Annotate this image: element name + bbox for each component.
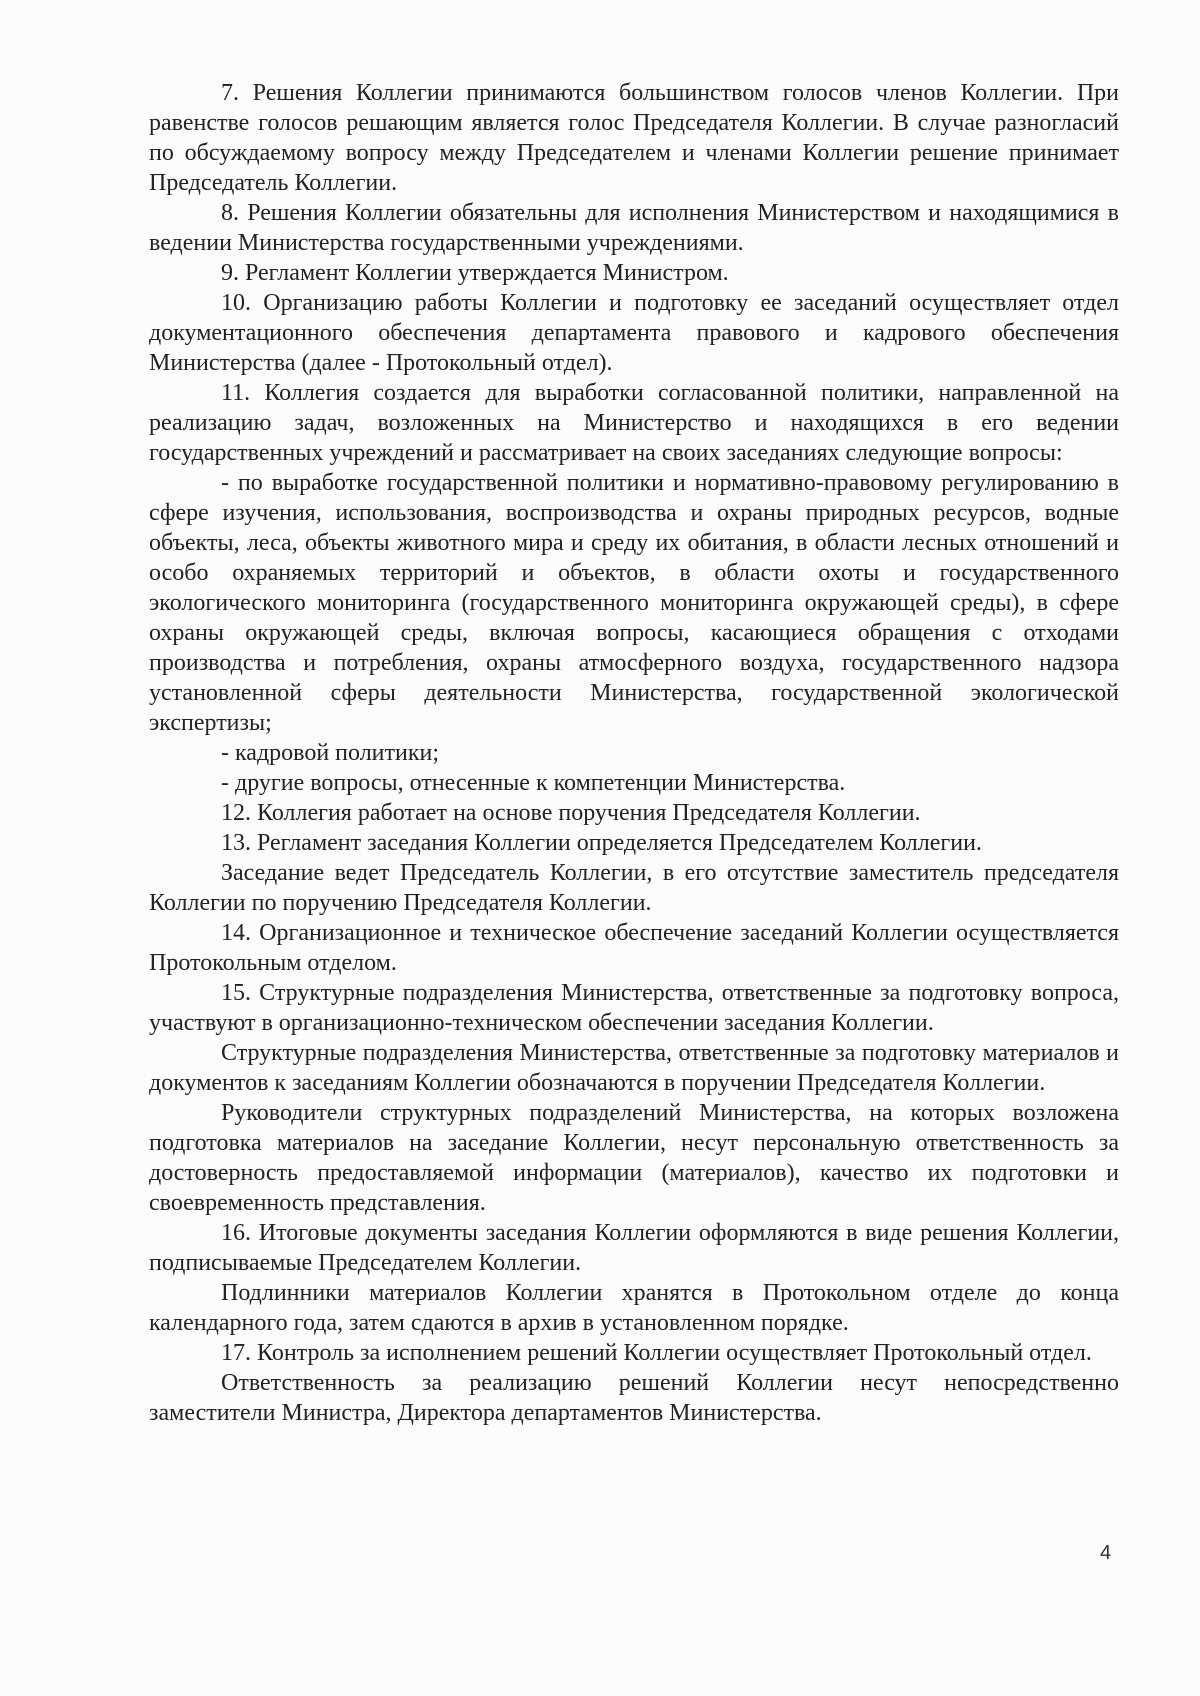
list-item-personnel-policy: - кадровой политики;	[221, 740, 440, 766]
paragraph-item-7: 7. Решения Коллегии принимаются большинством голосов членов Коллегии. При равенстве голосов решающим является голос Председателя Коллегии. В случае разногласий по обсуждаемому вопросу между Председателем и членами Коллегии решение принимает Председатель Коллегии.	[149, 80, 1119, 196]
document-body	[149, 78, 1119, 1428]
list-item-other-issues: - другие вопросы, отнесенные к компетенции Министерства.	[221, 770, 846, 796]
paragraph-materials-preparation: Структурные подразделения Министерства, ответственные за подготовку материалов и документов к заседаниям Коллегии обозначаются в поручении Председателя Коллегии.	[149, 1040, 1119, 1096]
paragraph-item-15: 15. Структурные подразделения Министерства, ответственные за подготовку вопроса, участвуют в организационно-техническом обеспечении заседания Коллегии.	[149, 980, 1119, 1036]
paragraph-originals-storage: Подлинники материалов Коллегии хранятся в Протокольном отделе до конца календарного года, затем сдаются в архив в установленном порядке.	[149, 1280, 1119, 1336]
paragraph-item-13: 13. Регламент заседания Коллегии определяется Председателем Коллегии.	[221, 830, 982, 856]
paragraph-item-14: 14. Организационное и техническое обеспечение заседаний Коллегии осуществляется Протокольным отделом.	[149, 920, 1119, 976]
paragraph-item-12: 12. Коллегия работает на основе поручения Председателя Коллегии.	[221, 800, 921, 826]
paragraph-item-9: 9. Регламент Коллегии утверждается Министром.	[221, 260, 729, 286]
paragraph-item-8: 8. Решения Коллегии обязательны для исполнения Министерством и находящимися в ведении Министерства государственными учреждениями.	[149, 200, 1119, 256]
paragraph-meeting-chair: Заседание ведет Председатель Коллегии, в его отсутствие заместитель председателя Коллегии по поручению Председателя Коллегии.	[149, 860, 1119, 916]
page-number: 4	[1100, 1542, 1112, 1564]
paragraph-item-17: 17. Контроль за исполнением решений Коллегии осуществляет Протокольный отдел.	[221, 1340, 1092, 1366]
paragraph-implementation-responsibility: Ответственность за реализацию решений Коллегии несут непосредственно заместители Министра, Директора департаментов Министерства.	[149, 1370, 1119, 1426]
paragraph-heads-responsibility: Руководители структурных подразделений Министерства, на которых возложена подготовка материалов на заседание Коллегии, несут персональную ответственность за достоверность предоставляемой информации (материалов), качество их подготовки и своевременность представления.	[149, 1100, 1119, 1216]
paragraph-item-11: 11. Коллегия создается для выработки согласованной политики, направленной на реализацию задач, возложенных на Министерство и находящихся в его ведении государственных учреждений и рассматривает на своих заседаниях следующие вопросы:	[149, 380, 1119, 466]
paragraph-item-10: 10. Организацию работы Коллегии и подготовку ее заседаний осуществляет отдел документационного обеспечения департамента правового и кадрового обеспечения Министерства (далее - Протокольный отдел).	[149, 290, 1119, 376]
paragraph-item-16: 16. Итоговые документы заседания Коллегии оформляются в виде решения Коллегии, подписываемые Председателем Коллегии.	[149, 1220, 1119, 1276]
list-item-policy-regulation: - по выработке государственной политики и нормативно-правовому регулированию в сфере изучения, использования, воспроизводства и охраны природных ресурсов, водные объекты, леса, объекты животного мира и среду их обитания, в области лесных отношений и особо охраняемых территорий и объектов, в области охоты и государственного экологического мониторинга (государственного мониторинга окружающей среды), в сфере охраны окружающей среды, включая вопросы, касающиеся обращения с отходами производства и потребления, охраны атмосферного воздуха, государственного надзора установленной сферы деятельности Министерства, государственной экологической экспертизы;	[149, 470, 1119, 736]
